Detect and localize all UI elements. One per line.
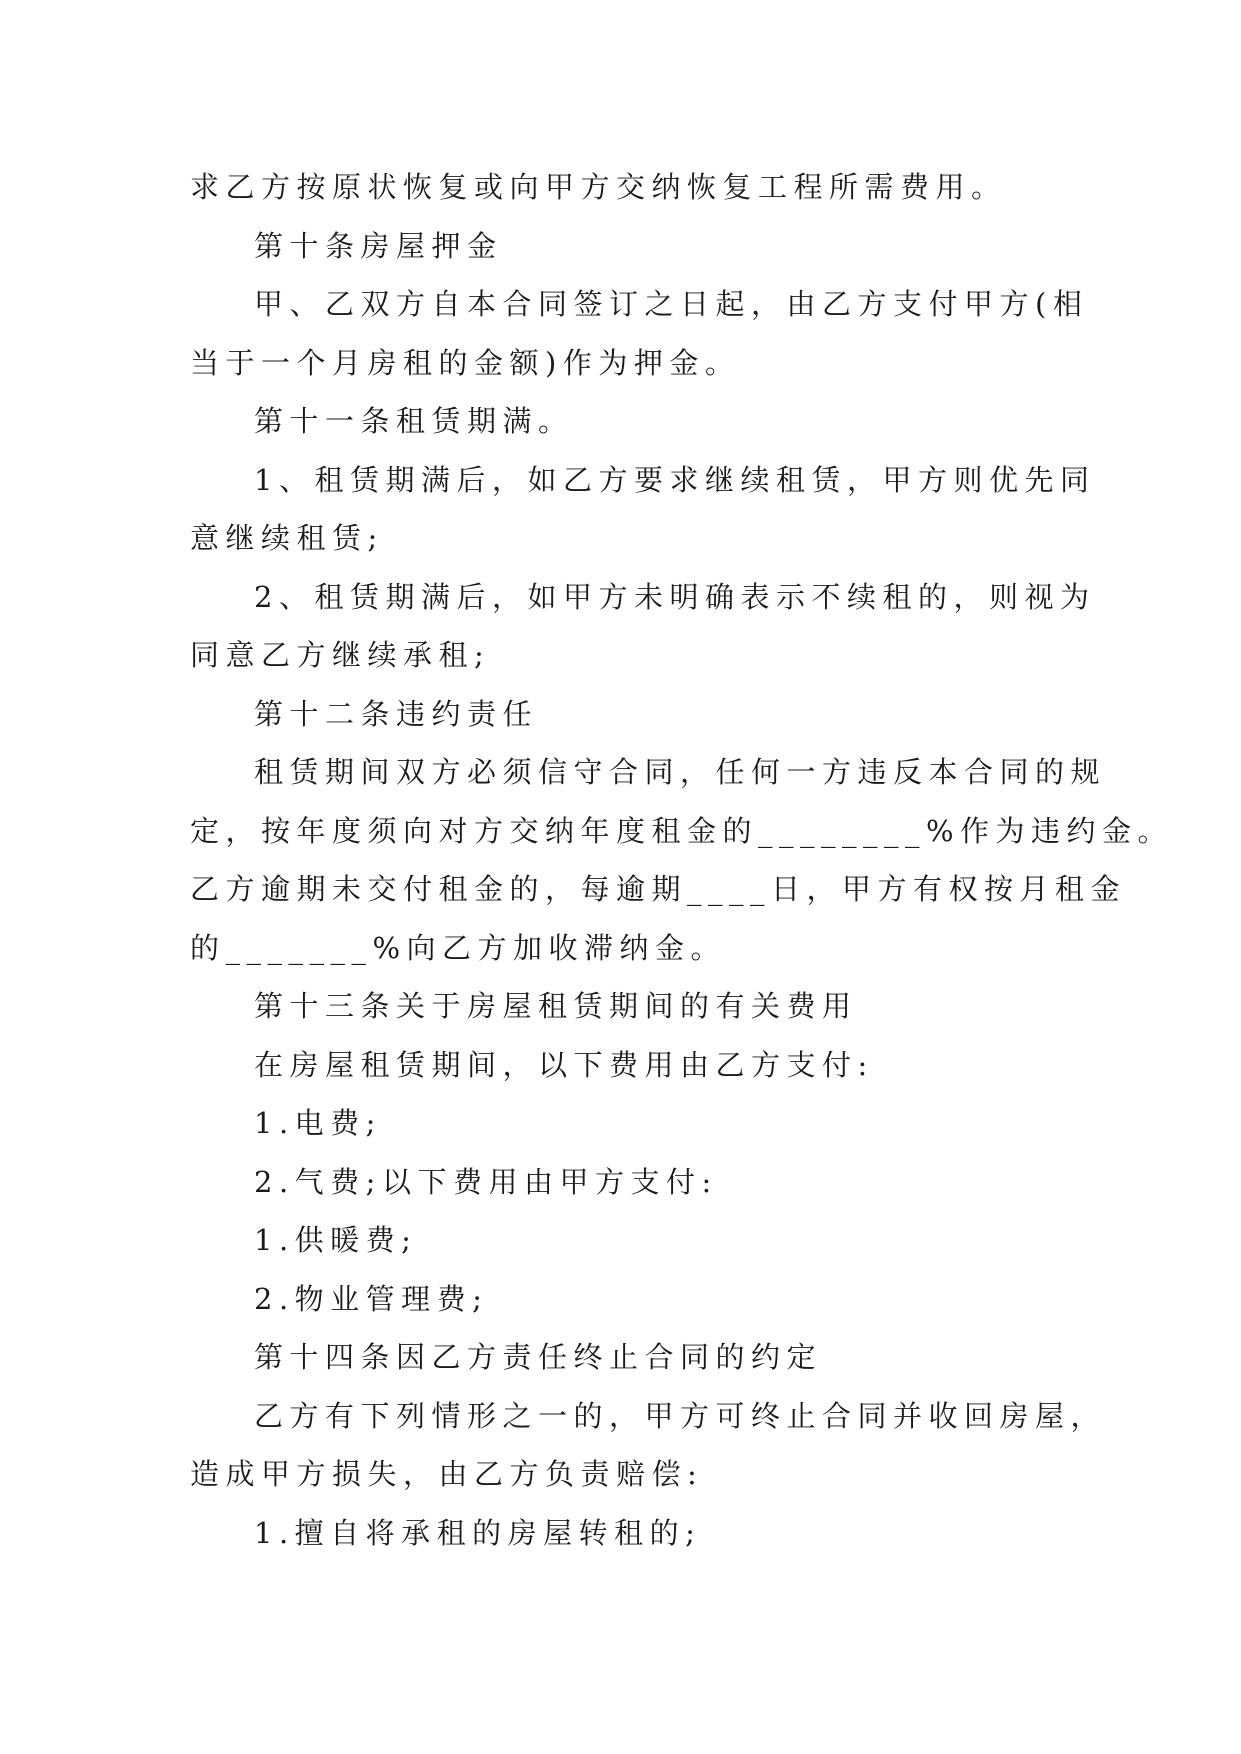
paragraph-line: 甲、乙双方自本合同签订之日起，由乙方支付甲方(相 (254, 287, 1089, 321)
paragraph-line: 乙方逾期未交付租金的，每逾期____日，甲方有权按月租金 (190, 872, 1127, 906)
section-heading-article-10: 第十条房屋押金 (254, 228, 503, 263)
section-heading-article-11: 第十一条租赁期满。 (254, 404, 574, 438)
paragraph-line: 意继续租赁; (190, 521, 384, 555)
section-heading-article-13: 第十三条关于房屋租赁期间的有关费用 (254, 989, 858, 1023)
section-heading-article-12: 第十二条违约责任 (254, 696, 539, 731)
paragraph-line: 的_______%向乙方加收滞纳金。 (190, 930, 727, 965)
list-item: 2.气费;以下费用由甲方支付: (254, 1164, 718, 1199)
paragraph-line: 在房屋租赁期间，以下费用由乙方支付: (254, 1047, 874, 1082)
paragraph-line: 求乙方按原状恢复或向甲方交纳恢复工程所需费用。 (190, 170, 1007, 204)
paragraph-line: 2、租赁期满后，如甲方未明确表示不续租的，则视为 (254, 579, 1096, 614)
list-item: 1.供暖费; (254, 1223, 418, 1257)
paragraph-line: 租赁期间双方必须信守合同，任何一方违反本合同的规 (254, 755, 1107, 789)
paragraph-line: 乙方有下列情形之一的，甲方可终止合同并收回房屋， (254, 1398, 1107, 1433)
list-item: 2.物业管理费; (254, 1281, 489, 1316)
paragraph-line: 1、租赁期满后，如乙方要求继续租赁，甲方则优先同 (254, 462, 1096, 497)
paragraph-line: 当于一个月房租的金额)作为押金。 (190, 345, 741, 380)
list-item: 1.电费; (254, 1106, 382, 1140)
paragraph-line: 定，按年度须向对方交纳年度租金的________%作为违约金。 (190, 813, 1174, 848)
list-item: 1.擅自将承租的房屋转租的; (254, 1515, 702, 1550)
paragraph-line: 同意乙方继续承租; (190, 638, 491, 672)
document-body (190, 158, 1174, 1562)
paragraph-line: 造成甲方损失，由乙方负责赔偿: (190, 1457, 704, 1491)
section-heading-article-14: 第十四条因乙方责任终止合同的约定 (254, 1340, 823, 1374)
